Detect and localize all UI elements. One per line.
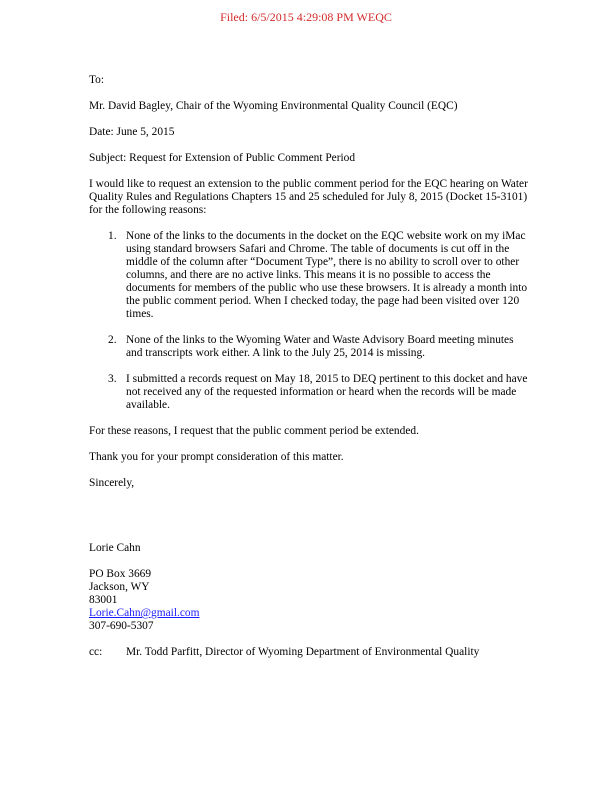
signer-name: Lorie Cahn bbox=[89, 542, 141, 554]
phone-number: 307-690-5307 bbox=[89, 620, 154, 632]
reason-text: None of the links to the documents in the docket on the EQC website work on my iMac using standard browsers Safari and Chrome. The table of documents is cut off in the middle of the column after “Document Type”, there is no ability to scroll over to other columns, and there are no active links. This means it is no possible to access the documents for members of the public who use these browsers. It is already a month into the public comment period. When I checked today, the page had been visited over 120 times. bbox=[126, 230, 528, 320]
address-line: PO Box 3669 bbox=[89, 568, 152, 580]
closing: Sincerely, bbox=[89, 477, 135, 489]
reason-text: I submitted a records request on May 18, 2015 to DEQ pertinent to this docket and have not received any of the requested information or heard when the records will be made available. bbox=[126, 373, 528, 411]
email-link[interactable]: Lorie.Cahn@gmail.com bbox=[89, 607, 200, 619]
reason-item bbox=[89, 230, 529, 321]
letter-date: Date: June 5, 2015 bbox=[89, 126, 175, 138]
thanks-paragraph: Thank you for your prompt consideration of this matter. bbox=[89, 451, 344, 463]
filed-stamp: Filed: 6/5/2015 4:29:08 PM WEQC bbox=[220, 10, 392, 24]
letter-subject: Subject: Request for Extension of Public Comment Period bbox=[89, 152, 356, 164]
address-line: Jackson, WY bbox=[89, 581, 150, 593]
reason-number: 3. bbox=[108, 373, 117, 385]
cc-line bbox=[89, 646, 529, 659]
address-block bbox=[89, 568, 529, 633]
signature-space bbox=[89, 503, 529, 542]
reason-number: 1. bbox=[108, 230, 117, 242]
reason-item bbox=[89, 373, 529, 412]
reason-item bbox=[89, 334, 529, 360]
reason-text: None of the links to the Wyoming Water and Waste Advisory Board meeting minutes and transcripts work either. A link to the July 25, 2014 is missing. bbox=[126, 334, 514, 359]
cc-recipient: Mr. Todd Parfitt, Director of Wyoming Department of Environmental Quality bbox=[126, 646, 480, 658]
address-line: 83001 bbox=[89, 594, 118, 606]
letter-body bbox=[89, 74, 529, 659]
to-label: To: bbox=[89, 74, 105, 86]
conclusion-paragraph: For these reasons, I request that the public comment period be extended. bbox=[89, 425, 419, 437]
to-recipient: Mr. David Bagley, Chair of the Wyoming Environmental Quality Council (EQC) bbox=[89, 100, 458, 112]
intro-paragraph: I would like to request an extension to the public comment period for the EQC hearing on Water Quality Rules and Regulations Chapters 15 and 25 scheduled for July 8, 2015 (Docket 15-3101) for the following reasons: bbox=[89, 178, 528, 216]
reasons-list bbox=[89, 230, 529, 412]
reason-number: 2. bbox=[108, 334, 117, 346]
cc-label: cc: bbox=[89, 646, 103, 658]
